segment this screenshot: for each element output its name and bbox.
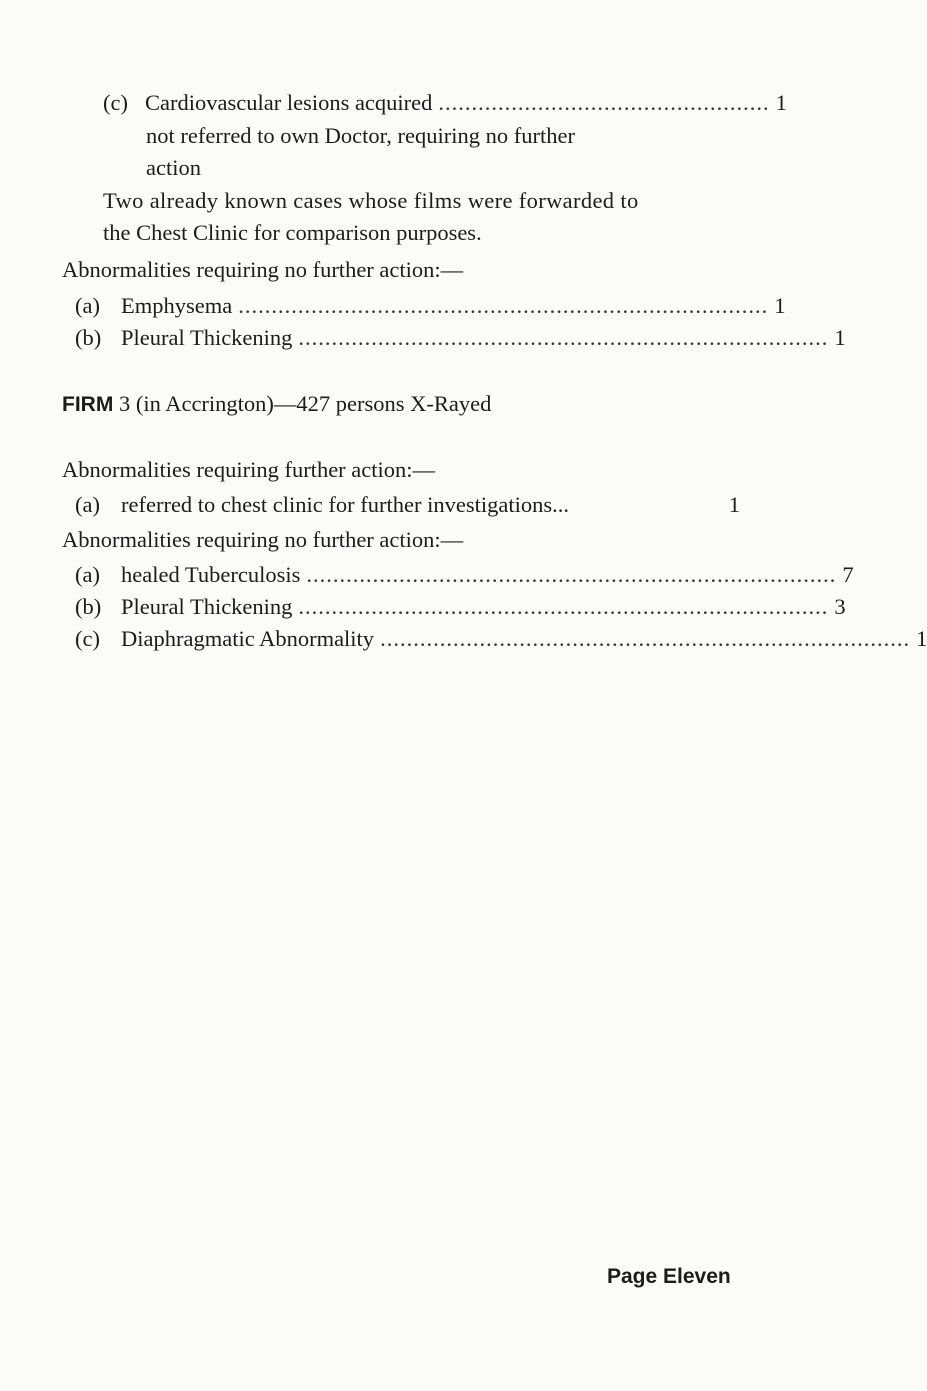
item-count: 1 bbox=[775, 90, 787, 115]
no-action-heading-1: Abnormalities requiring no further action:— bbox=[62, 257, 464, 282]
item-count: 7 bbox=[842, 562, 854, 587]
item-text: referred to chest clinic for further investigations... bbox=[121, 492, 569, 517]
row-label bbox=[75, 594, 292, 620]
page-number-label: Page Eleven bbox=[607, 1265, 731, 1288]
leader-dots: ................................................................................ bbox=[380, 626, 911, 651]
row-label bbox=[75, 492, 569, 518]
item-text: Pleural Thickening bbox=[121, 594, 293, 619]
firm-label: FIRM bbox=[62, 393, 114, 416]
row-label bbox=[75, 293, 232, 319]
row-label bbox=[103, 90, 432, 116]
known-cases-line-1: Two already known cases whose films were forwarded to bbox=[103, 188, 639, 213]
item-text: Diaphragmatic Abnormality bbox=[121, 626, 375, 651]
cardiovascular-lesions-row bbox=[103, 90, 787, 116]
firm-detail: 3 (in Accrington)—427 persons X-Rayed bbox=[113, 391, 492, 416]
chest-clinic-referral-row bbox=[75, 492, 740, 518]
item-text: Emphysema bbox=[121, 293, 233, 318]
leader-dots: .................................................. bbox=[438, 90, 770, 115]
leader-dots: ................................................................................ bbox=[298, 594, 829, 619]
item-count: 1 bbox=[774, 293, 786, 318]
item-letter: (c) bbox=[75, 626, 100, 651]
firm3-heading bbox=[62, 391, 491, 417]
item-count: 1 bbox=[834, 325, 846, 350]
item-text: Pleural Thickening bbox=[121, 325, 293, 350]
item-count: 1 bbox=[728, 492, 740, 517]
item-letter: (a) bbox=[75, 492, 100, 517]
row-label bbox=[75, 626, 374, 652]
pleural-thickening-row-2 bbox=[75, 594, 846, 620]
pleural-thickening-row-1 bbox=[75, 325, 846, 351]
item-text: healed Tuberculosis bbox=[121, 562, 301, 587]
leader-dots: ................................................................................ bbox=[306, 562, 837, 587]
leader-dots: ................................................................................ bbox=[298, 325, 829, 350]
emphysema-row bbox=[75, 293, 786, 319]
healed-tuberculosis-row bbox=[75, 562, 854, 588]
row-label bbox=[75, 325, 292, 351]
item-letter: (b) bbox=[75, 594, 102, 619]
diaphragmatic-abnormality-row bbox=[75, 626, 927, 652]
item-letter: (c) bbox=[103, 90, 128, 115]
leader-dots: ................................................................................ bbox=[238, 293, 769, 318]
cardiovascular-note-line-1: not referred to own Doctor, requiring no further bbox=[146, 123, 575, 148]
item-letter: (b) bbox=[75, 325, 102, 350]
known-cases-line-2: the Chest Clinic for comparison purposes. bbox=[103, 220, 482, 245]
further-action-heading: Abnormalities requiring further action:— bbox=[62, 457, 436, 482]
item-letter: (a) bbox=[75, 293, 100, 318]
cardiovascular-note-line-2: action bbox=[146, 155, 201, 180]
item-count: 1 bbox=[916, 626, 927, 651]
item-text: Cardiovascular lesions acquired bbox=[145, 90, 433, 115]
item-count: 3 bbox=[834, 594, 846, 619]
no-action-heading-2: Abnormalities requiring no further action:— bbox=[62, 527, 464, 552]
row-label bbox=[75, 562, 300, 588]
item-letter: (a) bbox=[75, 562, 100, 587]
